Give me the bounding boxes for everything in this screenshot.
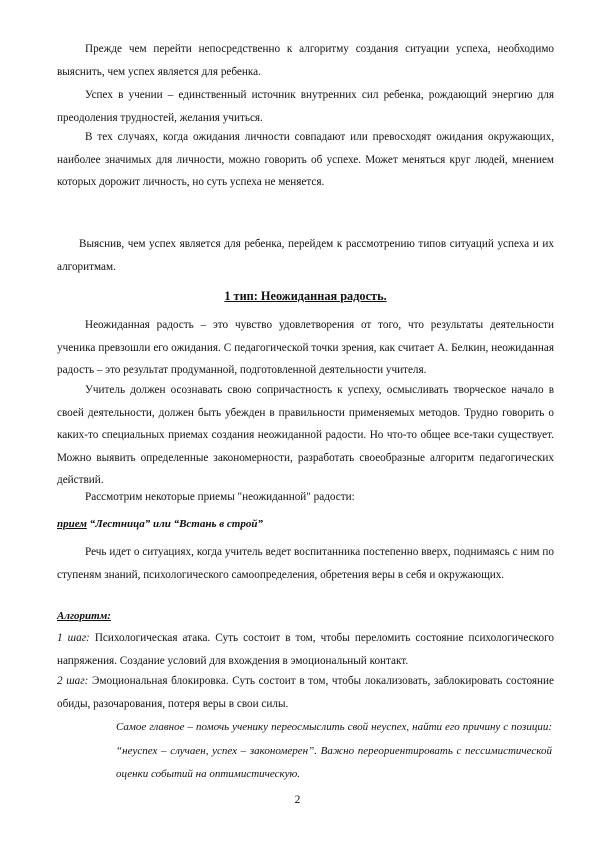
step-2 xyxy=(57,670,554,715)
step-1 xyxy=(57,627,554,672)
step-2-label: 2 шаг: xyxy=(57,675,89,687)
paragraph-intro: Прежде чем перейти непосредственно к алгоритму создания ситуации успеха, необходимо выяснить, чем успех является для ребенка. xyxy=(57,43,554,78)
step-2-text: Эмоциональная блокировка. Суть состоит в том, чтобы локализовать, заблокировать состояние обиды, разочарования, потеря веры в свои силы. xyxy=(57,675,554,710)
page-number: 2 xyxy=(294,794,301,806)
technique-title xyxy=(57,518,263,530)
technique-label: прием xyxy=(57,518,87,530)
step-1-label: 1 шаг: xyxy=(57,632,90,644)
section-heading: 1 тип: Неожиданная радость. xyxy=(224,289,387,303)
technique-name: “Лестница” или “Встань в строй” xyxy=(86,518,263,530)
paragraph-unexpected-joy: Неожиданная радость – это чувство удовлетворения от того, что результаты деятельности ученика превзошли его ожидания. С педагогической точки зрения, как считает А. Белкин, неожиданная радость – это результат продуманной, подготовленной деятельности учителя. xyxy=(57,319,554,376)
paragraph-success-source: Успех в учении – единственный источник внутренних сил ребенка, рождающий энергию для преодоления трудностей, желания учиться. xyxy=(57,89,554,124)
step-1-text: Психологическая атака. Суть состоит в том, чтобы переломить состояние психологического напряжения. Создание условий для вхождения в эмоциональный контакт. xyxy=(57,632,554,667)
paragraph-ladder: Речь идет о ситуациях, когда учитель ведет воспитанника постепенно вверх, поднимаясь с ним по ступеням знаний, психологического самоопределения, обретения веры в себя и окружающих. xyxy=(57,546,554,581)
paragraph-teacher-role: Учитель должен осознавать свою сопричастность к успеху, осмысливать творческое начало в своей деятельности, должен быть убежден в правильности применяемых методов. Трудно говорить о каких-то специальных приемах создания неожиданной радости. Но что-то общее все-таки существует. Можно выявить определенные закономерности, разработать своеобразные алгоритм педагогических действий. xyxy=(57,384,554,486)
paragraph-transition: Выяснив, чем успех является для ребенка, перейдем к рассмотрению типов ситуаций успеха и их алгоритмам. xyxy=(57,238,554,273)
paragraph-techniques-intro: Рассмотрим некоторые приемы "неожиданной" радости: xyxy=(85,491,355,503)
italic-note: Самое главное – помочь ученику переосмыслить свой неуспех, найти его причину с позиции: “неуспех – случаен, успех – закономерен”. Важно переориентировать с пессимистической оценки событий на оптимистическую. xyxy=(116,721,552,780)
algorithm-title: Алгоритм: xyxy=(57,610,111,622)
paragraph-success-definition: В тех случаях, когда ожидания личности совпадают или превосходят ожидания окружающих, наиболее значимых для личности, можно говорить об успехе. Может меняться круг людей, мнением которых дорожит личность, но суть успеха не меняется. xyxy=(57,131,554,188)
